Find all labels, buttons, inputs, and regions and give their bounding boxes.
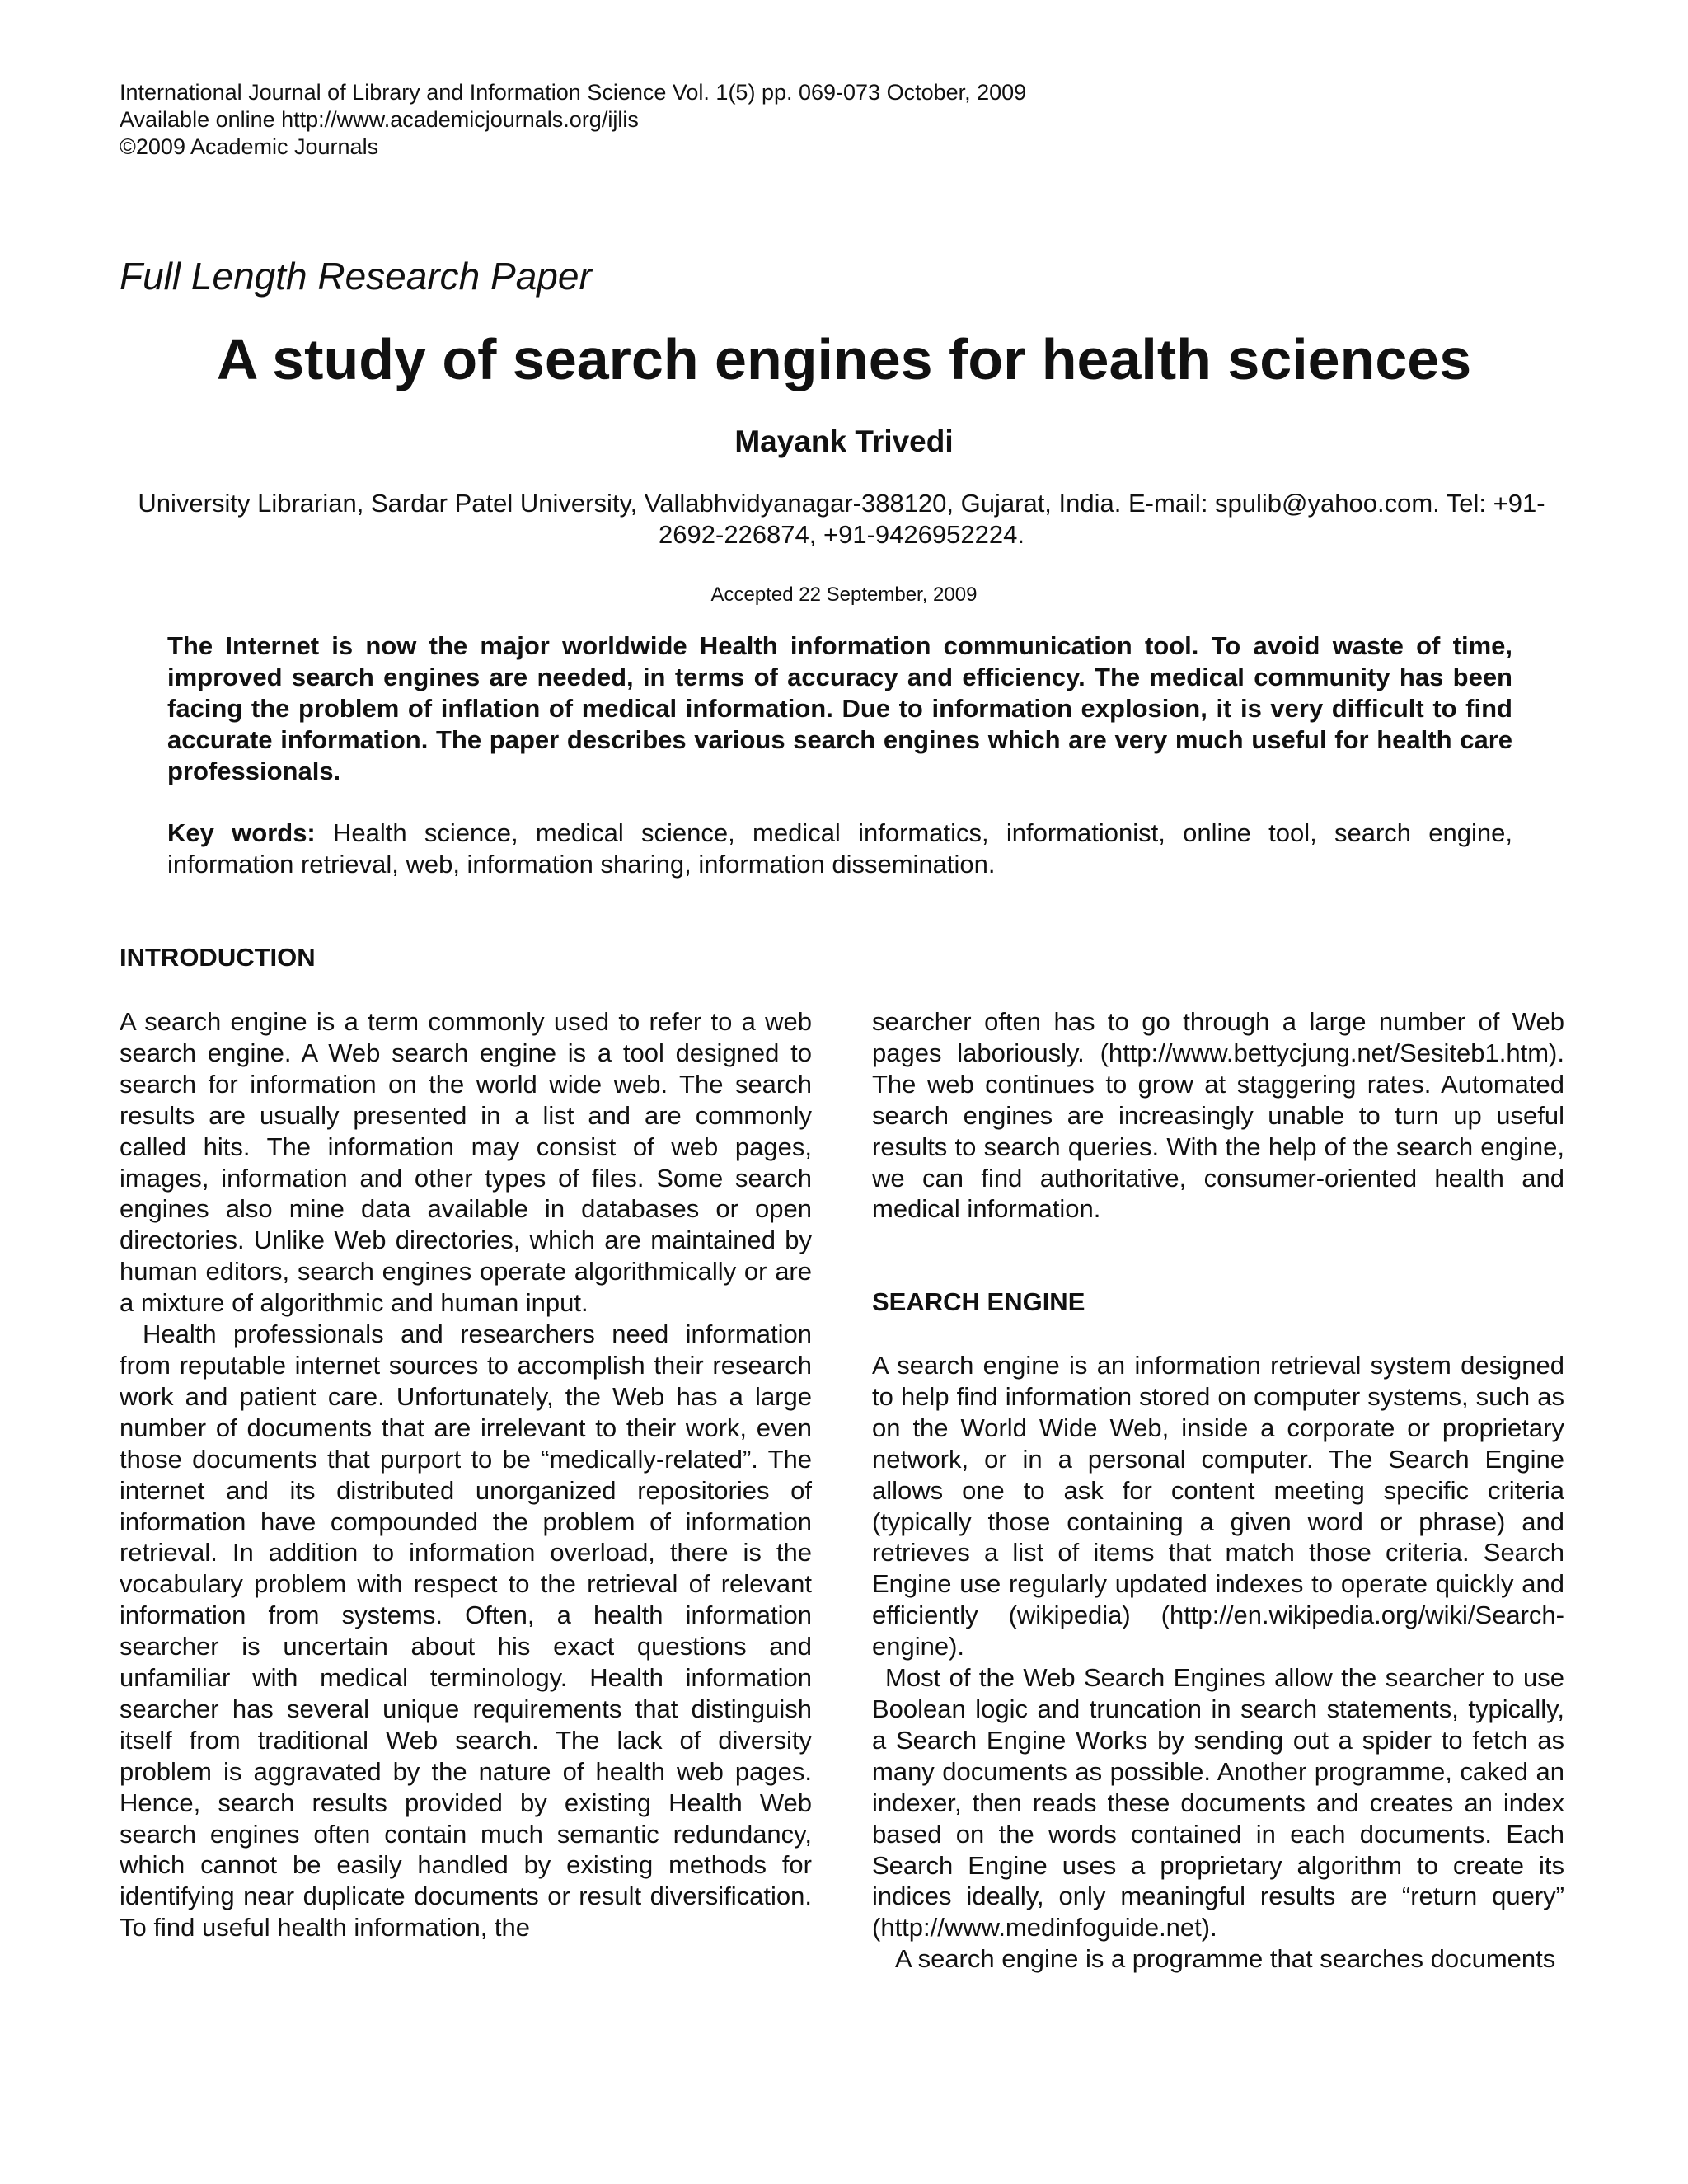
search-engine-heading: SEARCH ENGINE	[872, 1287, 1085, 1316]
journal-url: Available online http://www.academicjournals.org/ijlis	[120, 107, 639, 132]
journal-header	[120, 79, 1026, 161]
intro-paragraph-1: A search engine is a term commonly used to refer to a web search engine. A Web search engine is a tool designed to search for information on the world wide web. The search results are usually presented in a list and are commonly called hits. The information may consist of web pages, images, information and other types of files. Some search engines also mine data available in databases or open directories. Unlike Web directories, which are maintained by human editors, search engines operate algorithmically or are a mixture of algorithmic and human input.	[120, 1007, 812, 1318]
search-engine-paragraph-2: Most of the Web Search Engines allow the searcher to use Boolean logic and truncation in search statements, typically, a Search Engine Works by sending out a spider to fetch as many documents as possible. Another programme, caked an indexer, then reads these documents and creates an index based on the words contained in each documents. Each Search Engine uses a proprietary algorithm to create its indices ideally, only meaningful results are “return query” (http://www.medinfoguide.net).	[872, 1663, 1564, 1943]
paper-title: A study of search engines for health sciences	[216, 327, 1472, 391]
introduction-heading: INTRODUCTION	[120, 943, 316, 972]
author-name: Mayank Trivedi	[734, 424, 954, 458]
left-column	[120, 1006, 812, 1943]
intro-paragraph-2: Health professionals and researchers need information from reputable internet sources to accomplish their research work and patient care. Unfortunately, the Web has a large number of documents that are irrelevant to their work, even those documents that purport to be “medically-related”. The internet and its distributed unorganized repositories of information have compounded the problem of information retrieval. In addition to information overload, there is the vocabulary problem with respect to the retrieval of relevant information from systems. Often, a health information searcher is uncertain about his exact questions and unfamiliar with medical terminology. Health information searcher has several unique requirements that distinguish itself from traditional Web search. The lack of diversity problem is aggravated by the nature of health web pages. Hence, search results provided by existing Health Web search engines often contain much semantic redundancy, which cannot be easily handled by existing methods for identifying near duplicate documents or result diversification. To find useful health information, the	[120, 1319, 812, 1943]
journal-citation: International Journal of Library and Information Science Vol. 1(5) pp. 069-073 October, 2009	[120, 80, 1027, 105]
right-column-top	[872, 1006, 1564, 1225]
search-engine-paragraph-1: A search engine is an information retrieval system designed to help find information stored on computer systems, such as on the World Wide Web, inside a corporate or proprietary network, or in a personal computer. The Search Engine allows one to ask for content meeting specific criteria (typically those containing a given word or phrase) and retrieves a list of items that match those criteria. Search Engine use regularly updated indexes to operate quickly and efficiently (wikipedia) (http://en.wikipedia.org/wiki/Search-engine).	[872, 1351, 1564, 1661]
keywords-text: Health science, medical science, medical informatics, informationist, online tool, search engine, information retrieval, web, information sharing, information dissemination.	[167, 818, 1512, 879]
accepted-date: Accepted 22 September, 2009	[710, 583, 978, 606]
search-engine-paragraph-3: A search engine is a programme that searches documents	[895, 1944, 1556, 1974]
right-column-bottom	[872, 1350, 1564, 1975]
keywords	[167, 818, 1512, 880]
journal-copyright: ©2009 Academic Journals	[120, 134, 379, 159]
author-affiliation: University Librarian, Sardar Patel University, Vallabhvidyanagar-388120, Gujarat, India. E-mail: spulib@yahoo.com. Tel: +91-2692-226874, +91-9426952224.	[138, 489, 1545, 549]
paper-type: Full Length Research Paper	[120, 255, 592, 298]
keywords-label: Key words:	[167, 818, 316, 847]
intro-paragraph-2-continued: searcher often has to go through a large number of Web pages laboriously. (http://www.bettycjung.net/Sesiteb1.htm). The web continues to grow at staggering rates. Automated search engines are increasingly unable to turn up useful results to search queries. With the help of the search engine, we can find authoritative, consumer-oriented health and medical information.	[872, 1007, 1564, 1224]
abstract: The Internet is now the major worldwide Health information communication tool. To avoid waste of time, improved search engines are needed, in terms of accuracy and efficiency. The medical community has been facing the problem of inflation of medical information. Due to information explosion, it is very difficult to find accurate information. The paper describes various search engines which are very much useful for health care professionals.	[167, 631, 1512, 785]
